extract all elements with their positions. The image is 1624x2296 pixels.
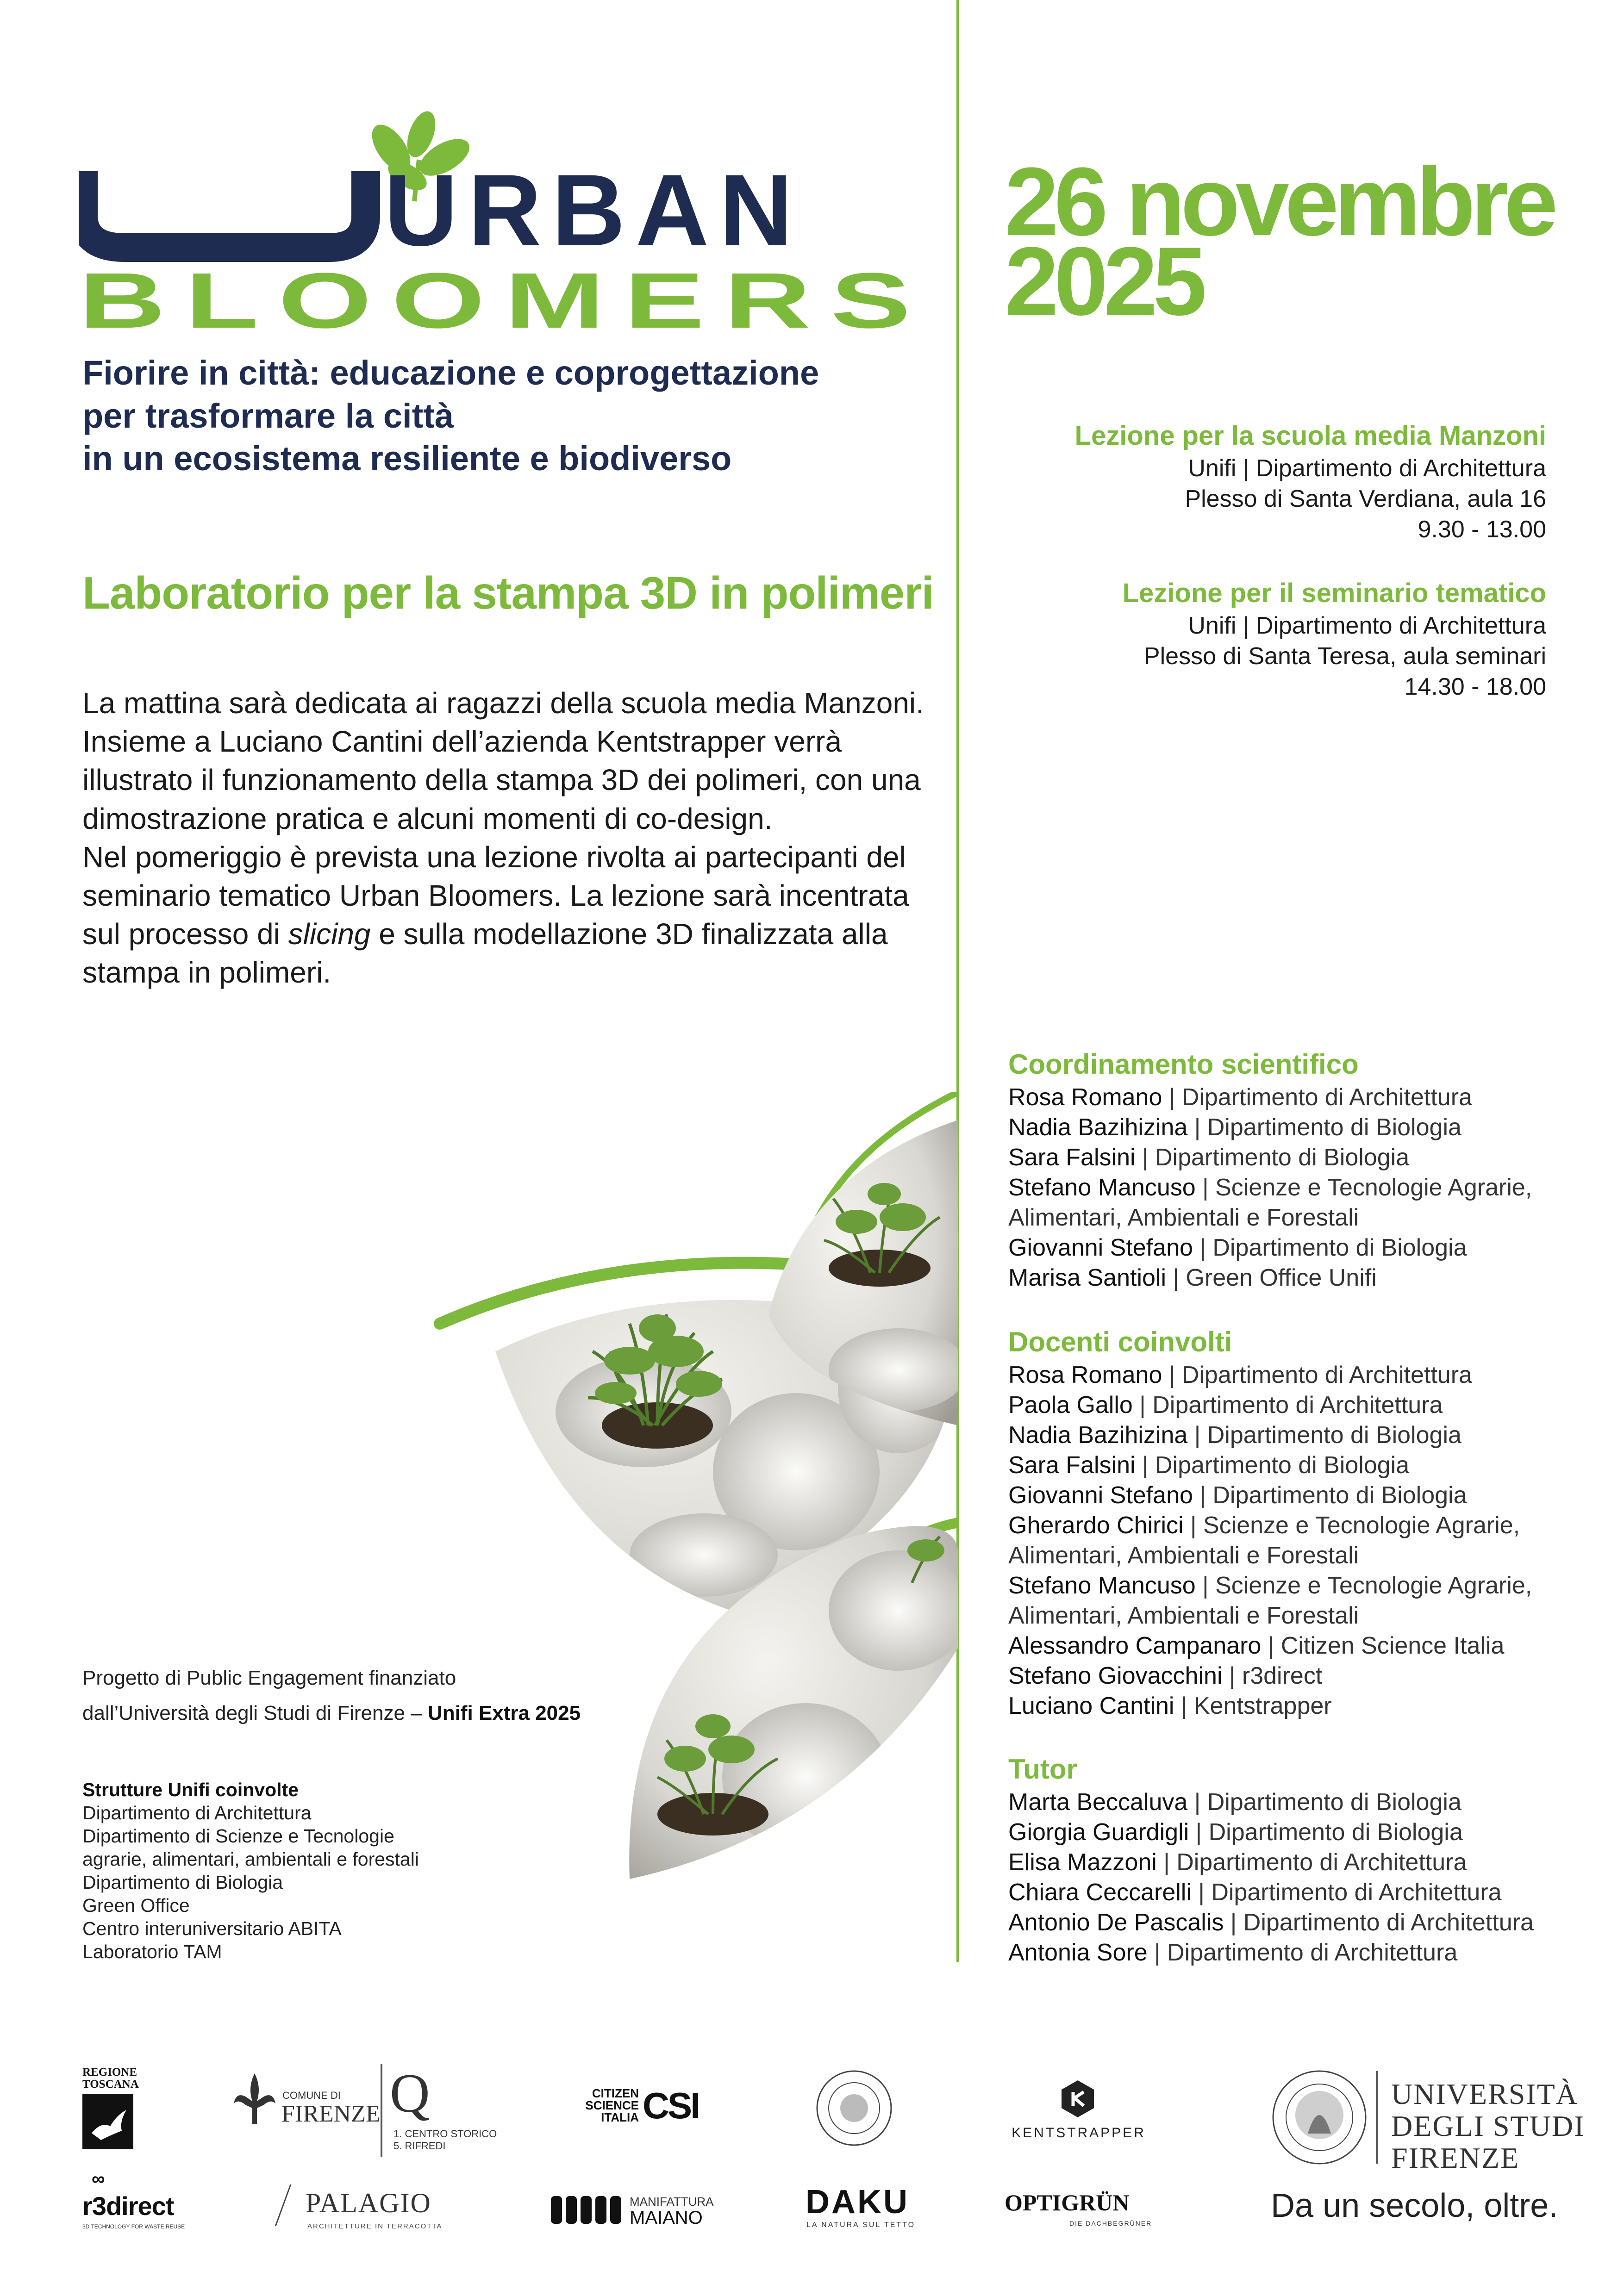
structures-title: Strutture Unifi coinvolte: [82, 1779, 299, 1800]
logo-text: ARCHITETTURE IN TERRACOTTA: [307, 2222, 443, 2230]
tagline: [82, 352, 953, 480]
person-row: [1008, 1263, 1564, 1293]
tagline-line: per trasformare la città: [82, 396, 454, 435]
kentstrapper-icon: [1057, 2078, 1099, 2120]
person-name: Chiara Ceccarelli: [1008, 1879, 1192, 1906]
person-name: Paola Gallo: [1008, 1392, 1133, 1419]
person-row: [1008, 1938, 1564, 1968]
person-row: [1008, 1511, 1564, 1541]
person-dept: | Scienze e Tecnologie Agrarie,: [1195, 1174, 1532, 1201]
unifi-name: [1391, 2078, 1585, 2174]
structure-item: Green Office: [82, 1895, 190, 1916]
person-row: [1008, 1848, 1564, 1878]
description-line: stampa in polimeri.: [82, 956, 331, 989]
person-row: [1008, 1661, 1564, 1691]
funding-program: Unifi Extra 2025: [427, 1701, 581, 1724]
section-title: Docenti coinvolti: [1008, 1326, 1232, 1357]
description-text: e sulla modellazione 3D finalizzata alla: [370, 917, 888, 951]
person-name: Luciano Cantini: [1008, 1692, 1174, 1719]
maiano-mark-icon: [551, 2194, 625, 2226]
logo-text: OPTIGRÜN: [1005, 2190, 1130, 2215]
person-dept: | Dipartimento di Architettura: [1162, 1362, 1472, 1388]
quartiere-q-icon: Q: [390, 2062, 430, 2124]
session-time: 9.30 - 13.00: [1418, 516, 1546, 543]
tagline-line: in un ecosistema resiliente e biodiverso: [82, 439, 732, 478]
date-year: 2025: [1005, 227, 1203, 336]
logo-divider: [381, 2064, 382, 2157]
logo-text: REGIONE: [82, 2066, 137, 2078]
structure-item: Laboratorio TAM: [82, 1941, 222, 1963]
urban-bloomers-logo: [79, 106, 931, 338]
seal-icon: [815, 2069, 893, 2147]
r3direct-logo: [82, 2169, 203, 2235]
session-org: Unifi | Dipartimento di Architettura: [1188, 454, 1546, 482]
person-row: [1008, 1083, 1564, 1113]
person-row: [1008, 1878, 1564, 1908]
tutor-section: [1008, 1752, 1564, 1968]
funding-text: dall’Università degli Studi di Firenze –: [82, 1701, 428, 1724]
person-dept: | r3direct: [1222, 1662, 1323, 1689]
session-time: 14.30 - 18.00: [1404, 673, 1546, 700]
person-row: [1008, 1390, 1564, 1420]
person-name: Rosa Romano: [1008, 1362, 1162, 1388]
person-row: [1008, 1233, 1564, 1263]
person-row: [1008, 1113, 1564, 1143]
person-row: [1008, 1908, 1564, 1938]
description-line: seminario tematico Urban Bloomers. La lezione sarà incentrata: [82, 878, 909, 912]
logo-text: DIE DACHBEGRÜNER: [1069, 2220, 1152, 2227]
logo-text: ITALIA: [601, 2110, 639, 2124]
fleur-de-lis-icon: [227, 2069, 282, 2134]
comune-firenze-logo: [227, 2064, 505, 2157]
pegasus-icon: [82, 2094, 133, 2149]
person-row: [1008, 1173, 1564, 1203]
lab-title: Laboratorio per la stampa 3D in polimeri: [82, 567, 934, 618]
infinity-icon: ∞: [92, 2169, 105, 2189]
person-row: [1008, 1817, 1564, 1848]
funding-note: [82, 1661, 581, 1730]
structure-item: Centro interuniversitario ABITA: [82, 1918, 342, 1940]
logo-text: CITIZEN: [592, 2086, 639, 2100]
logo-text: DEGLI STUDI: [1391, 2109, 1585, 2143]
person-dept: | Dipartimento di Biologia: [1187, 1422, 1462, 1449]
logo-divider: [1376, 2071, 1378, 2164]
person-dept: | Dipartimento di Biologia: [1135, 1144, 1410, 1171]
person-row: [1008, 1450, 1564, 1481]
person-dept: | Dipartimento di Architettura: [1156, 1849, 1467, 1876]
logo-text: TOSCANA: [82, 2078, 139, 2091]
person-dept: | Scienze e Tecnologie Agrarie,: [1195, 1572, 1532, 1599]
unifi-seal-logo: [1271, 2069, 1368, 2166]
logo-text: MANIFATTURA: [630, 2195, 714, 2209]
citizen-science-logo: [579, 2087, 727, 2138]
logo-text: SCIENCE: [585, 2098, 639, 2112]
funding-line: [82, 1696, 581, 1731]
person-dept-cont: Alimentari, Ambientali e Forestali: [1008, 1204, 1359, 1231]
description-emphasis: slicing: [288, 917, 371, 951]
person-name: Sara Falsini: [1008, 1144, 1136, 1171]
person-dept-cont: Alimentari, Ambientali e Forestali: [1008, 1602, 1359, 1629]
person-row: [1008, 1631, 1564, 1661]
daku-logo: [806, 2184, 926, 2238]
logo-text: 3D TECHNOLOGY FOR WASTE REUSE: [82, 2223, 185, 2230]
person-dept: | Dipartimento di Biologia: [1193, 1234, 1467, 1261]
person-name: Marisa Santioli: [1008, 1264, 1167, 1291]
person-name: Rosa Romano: [1008, 1084, 1162, 1111]
section-title: Tutor: [1008, 1754, 1077, 1785]
person-dept: | Dipartimento di Architettura: [1147, 1939, 1458, 1966]
person-dept: | Kentstrapper: [1174, 1692, 1332, 1719]
logo-text: LA NATURA SUL TETTO: [806, 2221, 916, 2229]
structure-item: Dipartimento di Architettura: [82, 1802, 312, 1824]
person-row: [1008, 1787, 1564, 1817]
structure-item: Dipartimento di Scienze e Tecnologie: [82, 1825, 394, 1847]
urban-bloomers-logo-graphic: [79, 106, 931, 338]
person-name: Nadia Bazihizina: [1008, 1114, 1188, 1141]
person-row: [1008, 1420, 1564, 1450]
accademia-seal-logo: [815, 2069, 893, 2147]
person-row: [1008, 1360, 1564, 1390]
regione-toscana-logo: [82, 2066, 147, 2159]
person-name: Giovanni Stefano: [1008, 1234, 1193, 1261]
person-name: Giorgia Guardigli: [1008, 1819, 1189, 1846]
description-line: [82, 915, 943, 953]
person-name: Antonio De Pascalis: [1008, 1909, 1224, 1936]
person-row: [1008, 1481, 1564, 1511]
person-dept: | Dipartimento di Biologia: [1193, 1482, 1467, 1509]
person-dept: | Dipartimento di Biologia: [1189, 1819, 1463, 1846]
session-title: Lezione per la scuola media Manzoni: [1074, 421, 1546, 451]
coordination-section: [1008, 1047, 1564, 1293]
logo-text: MAIANO: [630, 2208, 703, 2228]
petals-graphic: [426, 1092, 958, 1888]
person-dept: | Dipartimento di Architettura: [1162, 1084, 1472, 1111]
maiano-logo: [551, 2194, 727, 2231]
person-name: Gherardo Chirici: [1008, 1512, 1184, 1539]
tagline-line: Fiorire in città: educazione e coprogettazione: [82, 354, 819, 392]
person-dept-cont: Alimentari, Ambientali e Forestali: [1008, 1542, 1359, 1569]
person-name: Marta Beccaluva: [1008, 1789, 1188, 1816]
person-name: Alessandro Campanaro: [1008, 1632, 1262, 1659]
person-dept: | Dipartimento di Biologia: [1187, 1789, 1462, 1816]
person-dept: | Scienze e Tecnologie Agrarie,: [1183, 1512, 1520, 1539]
description-line: Insieme a Luciano Cantini dell’azienda Kentstrapper verrà: [82, 725, 842, 759]
person-name: Antonia Sore: [1008, 1939, 1148, 1966]
unifi-seal-icon: [1271, 2069, 1368, 2166]
person-name: Elisa Mazzoni: [1008, 1849, 1157, 1876]
event-description: [82, 684, 943, 992]
description-line: La mattina sarà dedicata ai ragazzi della scuola media Manzoni.: [82, 686, 924, 720]
funding-line: Progetto di Public Engagement finanziato: [82, 1667, 456, 1689]
person-name: Stefano Mancuso: [1008, 1174, 1196, 1201]
person-name: Stefano Giovacchini: [1008, 1662, 1223, 1689]
person-row: [1008, 1691, 1564, 1721]
logo-text: COMUNE DI: [282, 2090, 341, 2101]
logo-text: UNIVERSITÀ: [1391, 2078, 1578, 2110]
logo-text: r3direct: [82, 2191, 174, 2221]
plant-petals-image: [426, 1092, 958, 1888]
person-dept: | Dipartimento di Architettura: [1224, 1909, 1534, 1936]
description-line: illustrato il funzionamento della stampa 3D dei polimeri, con una: [82, 763, 921, 797]
structures-list: [82, 1778, 419, 1963]
logo-bloomers-text: BLOOMERS: [79, 257, 931, 338]
section-title: Coordinamento scientifico: [1008, 1049, 1359, 1080]
logo-text: 5. RIFREDI: [394, 2140, 446, 2152]
person-name: Nadia Bazihizina: [1008, 1422, 1188, 1449]
person-dept: | Dipartimento di Architettura: [1132, 1392, 1443, 1419]
kentstrapper-logo: [1005, 2078, 1153, 2143]
description-line: Nel pomeriggio è prevista una lezione rivolta ai partecipanti del: [82, 840, 906, 874]
person-dept: | Green Office Unifi: [1166, 1264, 1377, 1291]
person-row: [1008, 1571, 1564, 1601]
description-line: dimostrazione pratica e alcuni momenti di co-design.: [82, 802, 773, 835]
person-row: [1008, 1143, 1564, 1173]
person-dept: | Dipartimento di Architettura: [1191, 1879, 1502, 1906]
date-day-month: 26 novembre: [1005, 147, 1554, 256]
logo-text: DAKU: [806, 2184, 909, 2221]
structure-item: Dipartimento di Biologia: [82, 1872, 283, 1893]
optigrun-logo: [1005, 2189, 1162, 2235]
logo-text: CSI: [643, 2085, 699, 2126]
session-afternoon: [972, 576, 1546, 702]
person-name: Giovanni Stefano: [1008, 1482, 1193, 1509]
logo-text: PALAGIO: [306, 2188, 431, 2218]
session-title: Lezione per il seminario tematico: [1122, 578, 1546, 608]
logo-text: 1. CENTRO STORICO: [394, 2128, 497, 2140]
palagio-logo: [282, 2184, 458, 2235]
person-dept: | Citizen Science Italia: [1261, 1632, 1505, 1659]
unifi-motto: Da un secolo, oltre.: [1271, 2187, 1558, 2224]
logo-text: KENTSTRAPPER: [1012, 2125, 1146, 2140]
logo-text: FIRENZE: [281, 2101, 381, 2127]
structure-item: agrarie, alimentari, ambientali e forestali: [82, 1848, 419, 1870]
session-morning: [972, 419, 1546, 545]
person-dept: | Dipartimento di Biologia: [1135, 1452, 1410, 1479]
person-dept: | Dipartimento di Biologia: [1187, 1114, 1462, 1141]
session-place: Plesso di Santa Verdiana, aula 16: [1185, 485, 1546, 512]
session-org: Unifi | Dipartimento di Architettura: [1188, 612, 1546, 639]
person-name: Sara Falsini: [1008, 1452, 1136, 1479]
person-name: Stefano Mancuso: [1008, 1572, 1196, 1599]
description-text: sul processo di: [82, 917, 288, 951]
teachers-section: [1008, 1325, 1564, 1721]
session-place: Plesso di Santa Teresa, aula seminari: [1143, 642, 1546, 670]
event-date: [1005, 147, 1554, 336]
logo-text: FIRENZE: [1391, 2141, 1520, 2175]
logo-urban-text: URBAN: [384, 153, 803, 267]
